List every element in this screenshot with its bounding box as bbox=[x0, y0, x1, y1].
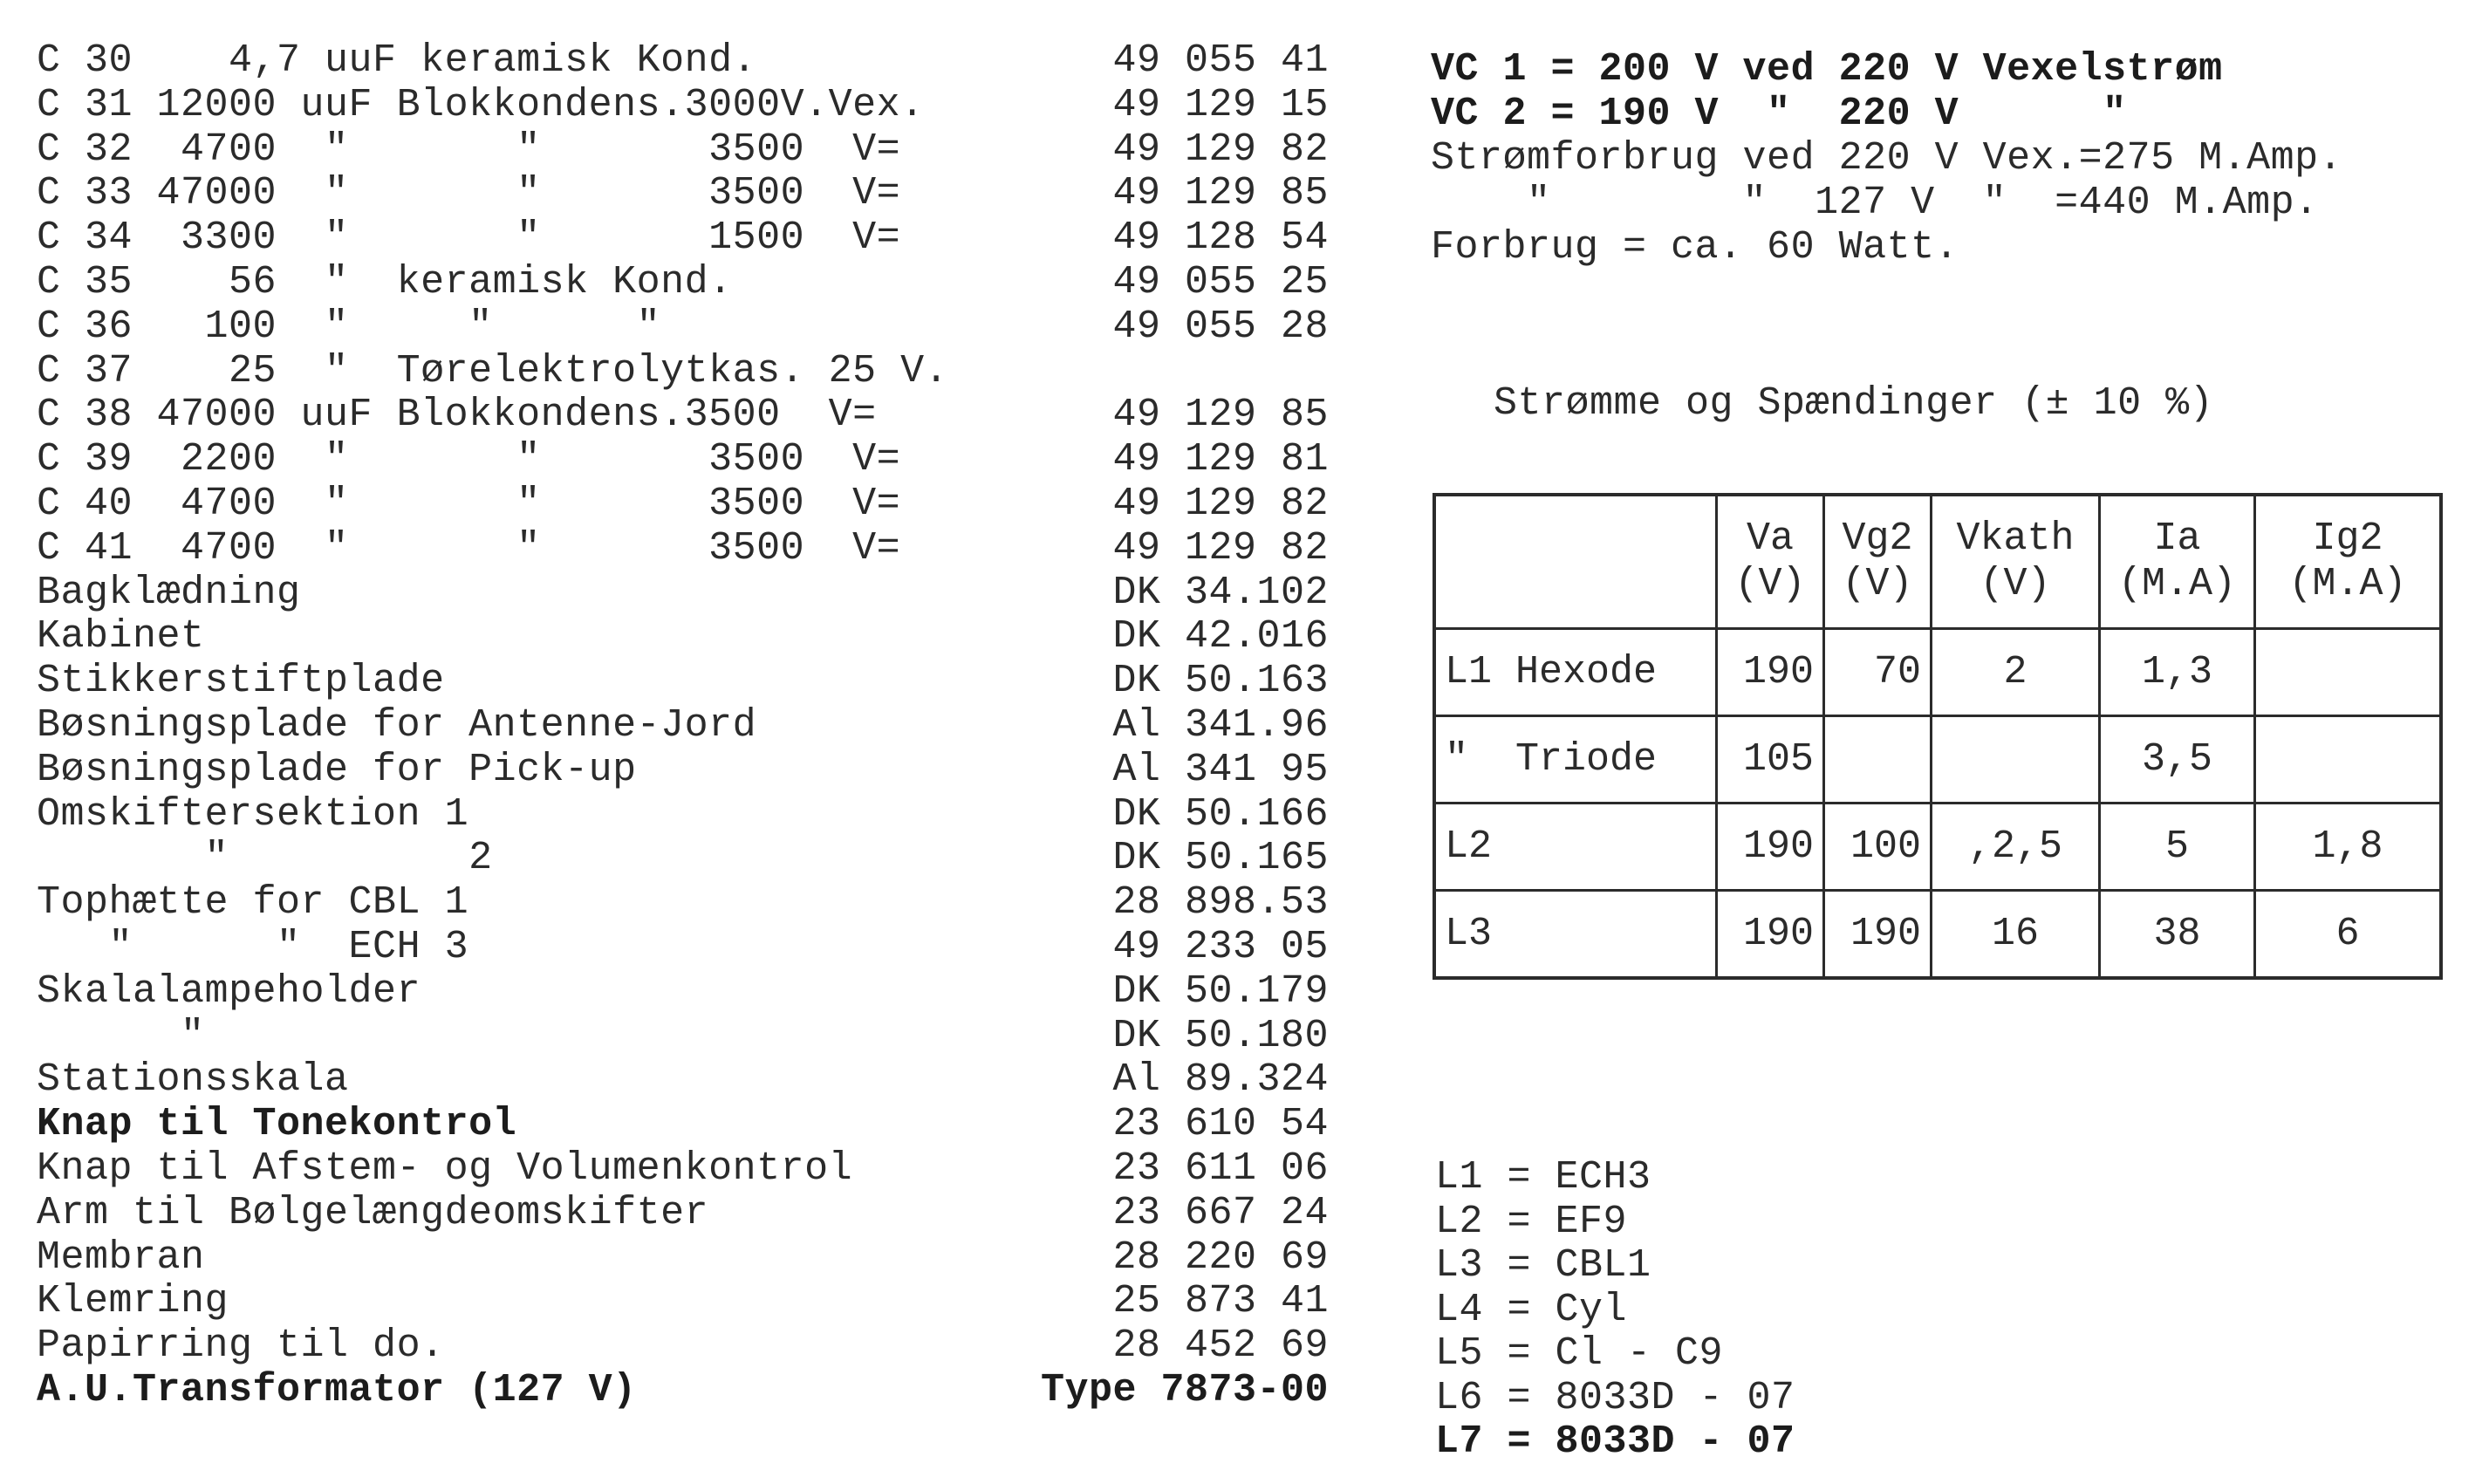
spec-line: Forbrug = ca. 60 Watt. bbox=[1431, 225, 1959, 270]
table-cell: 2 bbox=[1932, 629, 2100, 716]
table-header bbox=[1434, 495, 1717, 629]
part-description: Papirring til do. bbox=[37, 1323, 445, 1369]
part-description: Knap til Tonekontrol bbox=[37, 1102, 517, 1147]
table-cell: 105 bbox=[1717, 716, 1824, 804]
part-number: Al 341 95 bbox=[1112, 747, 1329, 792]
part-number: DK 50.180 bbox=[1112, 1013, 1329, 1058]
part-number: 23 611 06 bbox=[1112, 1146, 1329, 1191]
table-title: Strømme og Spændinger (± 10 %) bbox=[1494, 381, 2214, 426]
part-description: " 2 bbox=[37, 836, 493, 881]
table-cell: 16 bbox=[1932, 891, 2100, 979]
part-number: DK 50.165 bbox=[1112, 836, 1329, 881]
part-description: Knap til Afstem- og Volumenkontrol bbox=[37, 1146, 853, 1191]
table-cell: 1,3 bbox=[2100, 629, 2255, 716]
part-number: 28 220 69 bbox=[1112, 1234, 1329, 1280]
part-description: Klemring bbox=[37, 1279, 229, 1324]
table-cell: 6 bbox=[2255, 891, 2442, 979]
part-description: Arm til Bølgelængdeomskifter bbox=[37, 1190, 709, 1235]
part-number: 49 233 05 bbox=[1112, 925, 1329, 969]
part-number: 49 129 82 bbox=[1112, 525, 1329, 571]
part-number: Al 89.324 bbox=[1112, 1057, 1329, 1103]
table-cell bbox=[1932, 716, 2100, 804]
table-header: Ia (M.A) bbox=[2100, 495, 2255, 629]
part-description: Stikkerstiftplade bbox=[37, 659, 445, 704]
part-description: C 37 25 " Tørelektrolytkas. 25 V. bbox=[37, 348, 949, 393]
part-number: 49 129 82 bbox=[1112, 482, 1329, 526]
part-number: 49 055 25 bbox=[1112, 260, 1329, 304]
part-description: Bøsningsplade for Pick-up bbox=[37, 747, 637, 792]
table-cell: 190 bbox=[1717, 891, 1824, 979]
part-description: C 30 4,7 uuF keramisk Kond. bbox=[37, 38, 757, 83]
tube-line: L3 = CBL1 bbox=[1435, 1243, 1651, 1288]
part-description: C 38 47000 uuF Blokkondens.3500 V= bbox=[37, 393, 877, 438]
part-description: " " ECH 3 bbox=[37, 925, 469, 969]
part-description: C 39 2200 " " 3500 V= bbox=[37, 437, 901, 482]
part-description: Stationsskala bbox=[37, 1057, 349, 1103]
part-description: C 32 4700 " " 3500 V= bbox=[37, 127, 901, 172]
part-number: DK 50.163 bbox=[1112, 659, 1329, 704]
part-description: Skalalampeholder bbox=[37, 968, 421, 1014]
tube-line: L5 = Cl - C9 bbox=[1435, 1331, 1724, 1376]
part-description: C 36 100 " " " bbox=[37, 304, 661, 349]
currents-voltages-table bbox=[1433, 493, 2443, 980]
table-cell: 3,5 bbox=[2100, 716, 2255, 804]
table-cell: L2 bbox=[1434, 804, 1717, 891]
table-cell: 1,8 bbox=[2255, 804, 2442, 891]
table-cell bbox=[2255, 629, 2442, 716]
part-description: C 31 12000 uuF Blokkondens.3000V.Vex. bbox=[37, 82, 925, 127]
part-description: " bbox=[37, 1013, 205, 1058]
part-description: Omskiftersektion 1 bbox=[37, 791, 469, 837]
part-number: 23 610 54 bbox=[1112, 1102, 1329, 1147]
tube-line: L6 = 8033D - 07 bbox=[1435, 1375, 1795, 1420]
table-cell: ,2,5 bbox=[1932, 804, 2100, 891]
table-cell: L3 bbox=[1434, 891, 1717, 979]
table-header: Ig2 (M.A) bbox=[2255, 495, 2442, 629]
table-row bbox=[1434, 716, 2441, 804]
tube-line: L2 = EF9 bbox=[1435, 1199, 1628, 1244]
table-cell: L1 Hexode bbox=[1434, 629, 1717, 716]
table-row bbox=[1434, 891, 2441, 979]
part-description: Bøsningsplade for Antenne-Jord bbox=[37, 703, 757, 748]
table-cell bbox=[2255, 716, 2442, 804]
table-row bbox=[1434, 804, 2441, 891]
part-number: DK 42.016 bbox=[1112, 614, 1329, 660]
table-cell bbox=[1824, 716, 1932, 804]
table-header: Vg2 (V) bbox=[1824, 495, 1932, 629]
part-number: Type 7873-00 bbox=[1040, 1368, 1329, 1412]
part-number: 49 129 15 bbox=[1112, 82, 1329, 127]
part-number: 25 873 41 bbox=[1112, 1279, 1329, 1324]
part-number: 49 129 82 bbox=[1112, 127, 1329, 172]
spec-line: VC 2 = 190 V " 220 V " bbox=[1431, 92, 2127, 136]
spec-line: " " 127 V " =440 M.Amp. bbox=[1431, 181, 2319, 225]
part-number: 49 129 85 bbox=[1112, 393, 1329, 438]
part-description: C 35 56 " keramisk Kond. bbox=[37, 260, 733, 304]
part-number: 49 129 85 bbox=[1112, 171, 1329, 216]
part-description: Bagklædning bbox=[37, 570, 301, 615]
part-description: Membran bbox=[37, 1234, 205, 1280]
part-number: 49 055 41 bbox=[1112, 38, 1329, 83]
table-header: Va (V) bbox=[1717, 495, 1824, 629]
part-number: DK 34.102 bbox=[1112, 570, 1329, 615]
table-cell: 5 bbox=[2100, 804, 2255, 891]
part-number: Al 341.96 bbox=[1112, 703, 1329, 748]
part-number: 23 667 24 bbox=[1112, 1190, 1329, 1235]
table-header: Vkath (V) bbox=[1932, 495, 2100, 629]
part-description: C 34 3300 " " 1500 V= bbox=[37, 215, 901, 261]
table-cell: 190 bbox=[1717, 804, 1824, 891]
part-description: C 33 47000 " " 3500 V= bbox=[37, 171, 901, 216]
part-number: 49 128 54 bbox=[1112, 215, 1329, 261]
table-cell: 38 bbox=[2100, 891, 2255, 979]
part-number: 28 452 69 bbox=[1112, 1323, 1329, 1369]
table-cell: " Triode bbox=[1434, 716, 1717, 804]
table-cell: 190 bbox=[1824, 891, 1932, 979]
part-number: 49 055 28 bbox=[1112, 304, 1329, 349]
part-number: DK 50.166 bbox=[1112, 791, 1329, 837]
table-row bbox=[1434, 629, 2441, 716]
part-description: C 41 4700 " " 3500 V= bbox=[37, 525, 901, 571]
spec-line: Strømforbrug ved 220 V Vex.=275 M.Amp. bbox=[1431, 136, 2343, 181]
table-cell: 190 bbox=[1717, 629, 1824, 716]
table-cell: 70 bbox=[1824, 629, 1932, 716]
part-number: 28 898.53 bbox=[1112, 880, 1329, 926]
part-description: Kabinet bbox=[37, 614, 205, 660]
part-number: DK 50.179 bbox=[1112, 968, 1329, 1014]
spec-line: VC 1 = 200 V ved 220 V Vexelstrøm bbox=[1431, 47, 2223, 92]
part-description: A.U.Transformator (127 V) bbox=[37, 1368, 637, 1412]
tube-line: L7 = 8033D - 07 bbox=[1435, 1419, 1795, 1464]
part-description: Tophætte for CBL 1 bbox=[37, 880, 469, 926]
part-number: 49 129 81 bbox=[1112, 437, 1329, 482]
table-cell: 100 bbox=[1824, 804, 1932, 891]
part-description: C 40 4700 " " 3500 V= bbox=[37, 482, 901, 526]
tube-line: L4 = Cyl bbox=[1435, 1287, 1628, 1332]
tube-line: L1 = ECH3 bbox=[1435, 1155, 1651, 1200]
